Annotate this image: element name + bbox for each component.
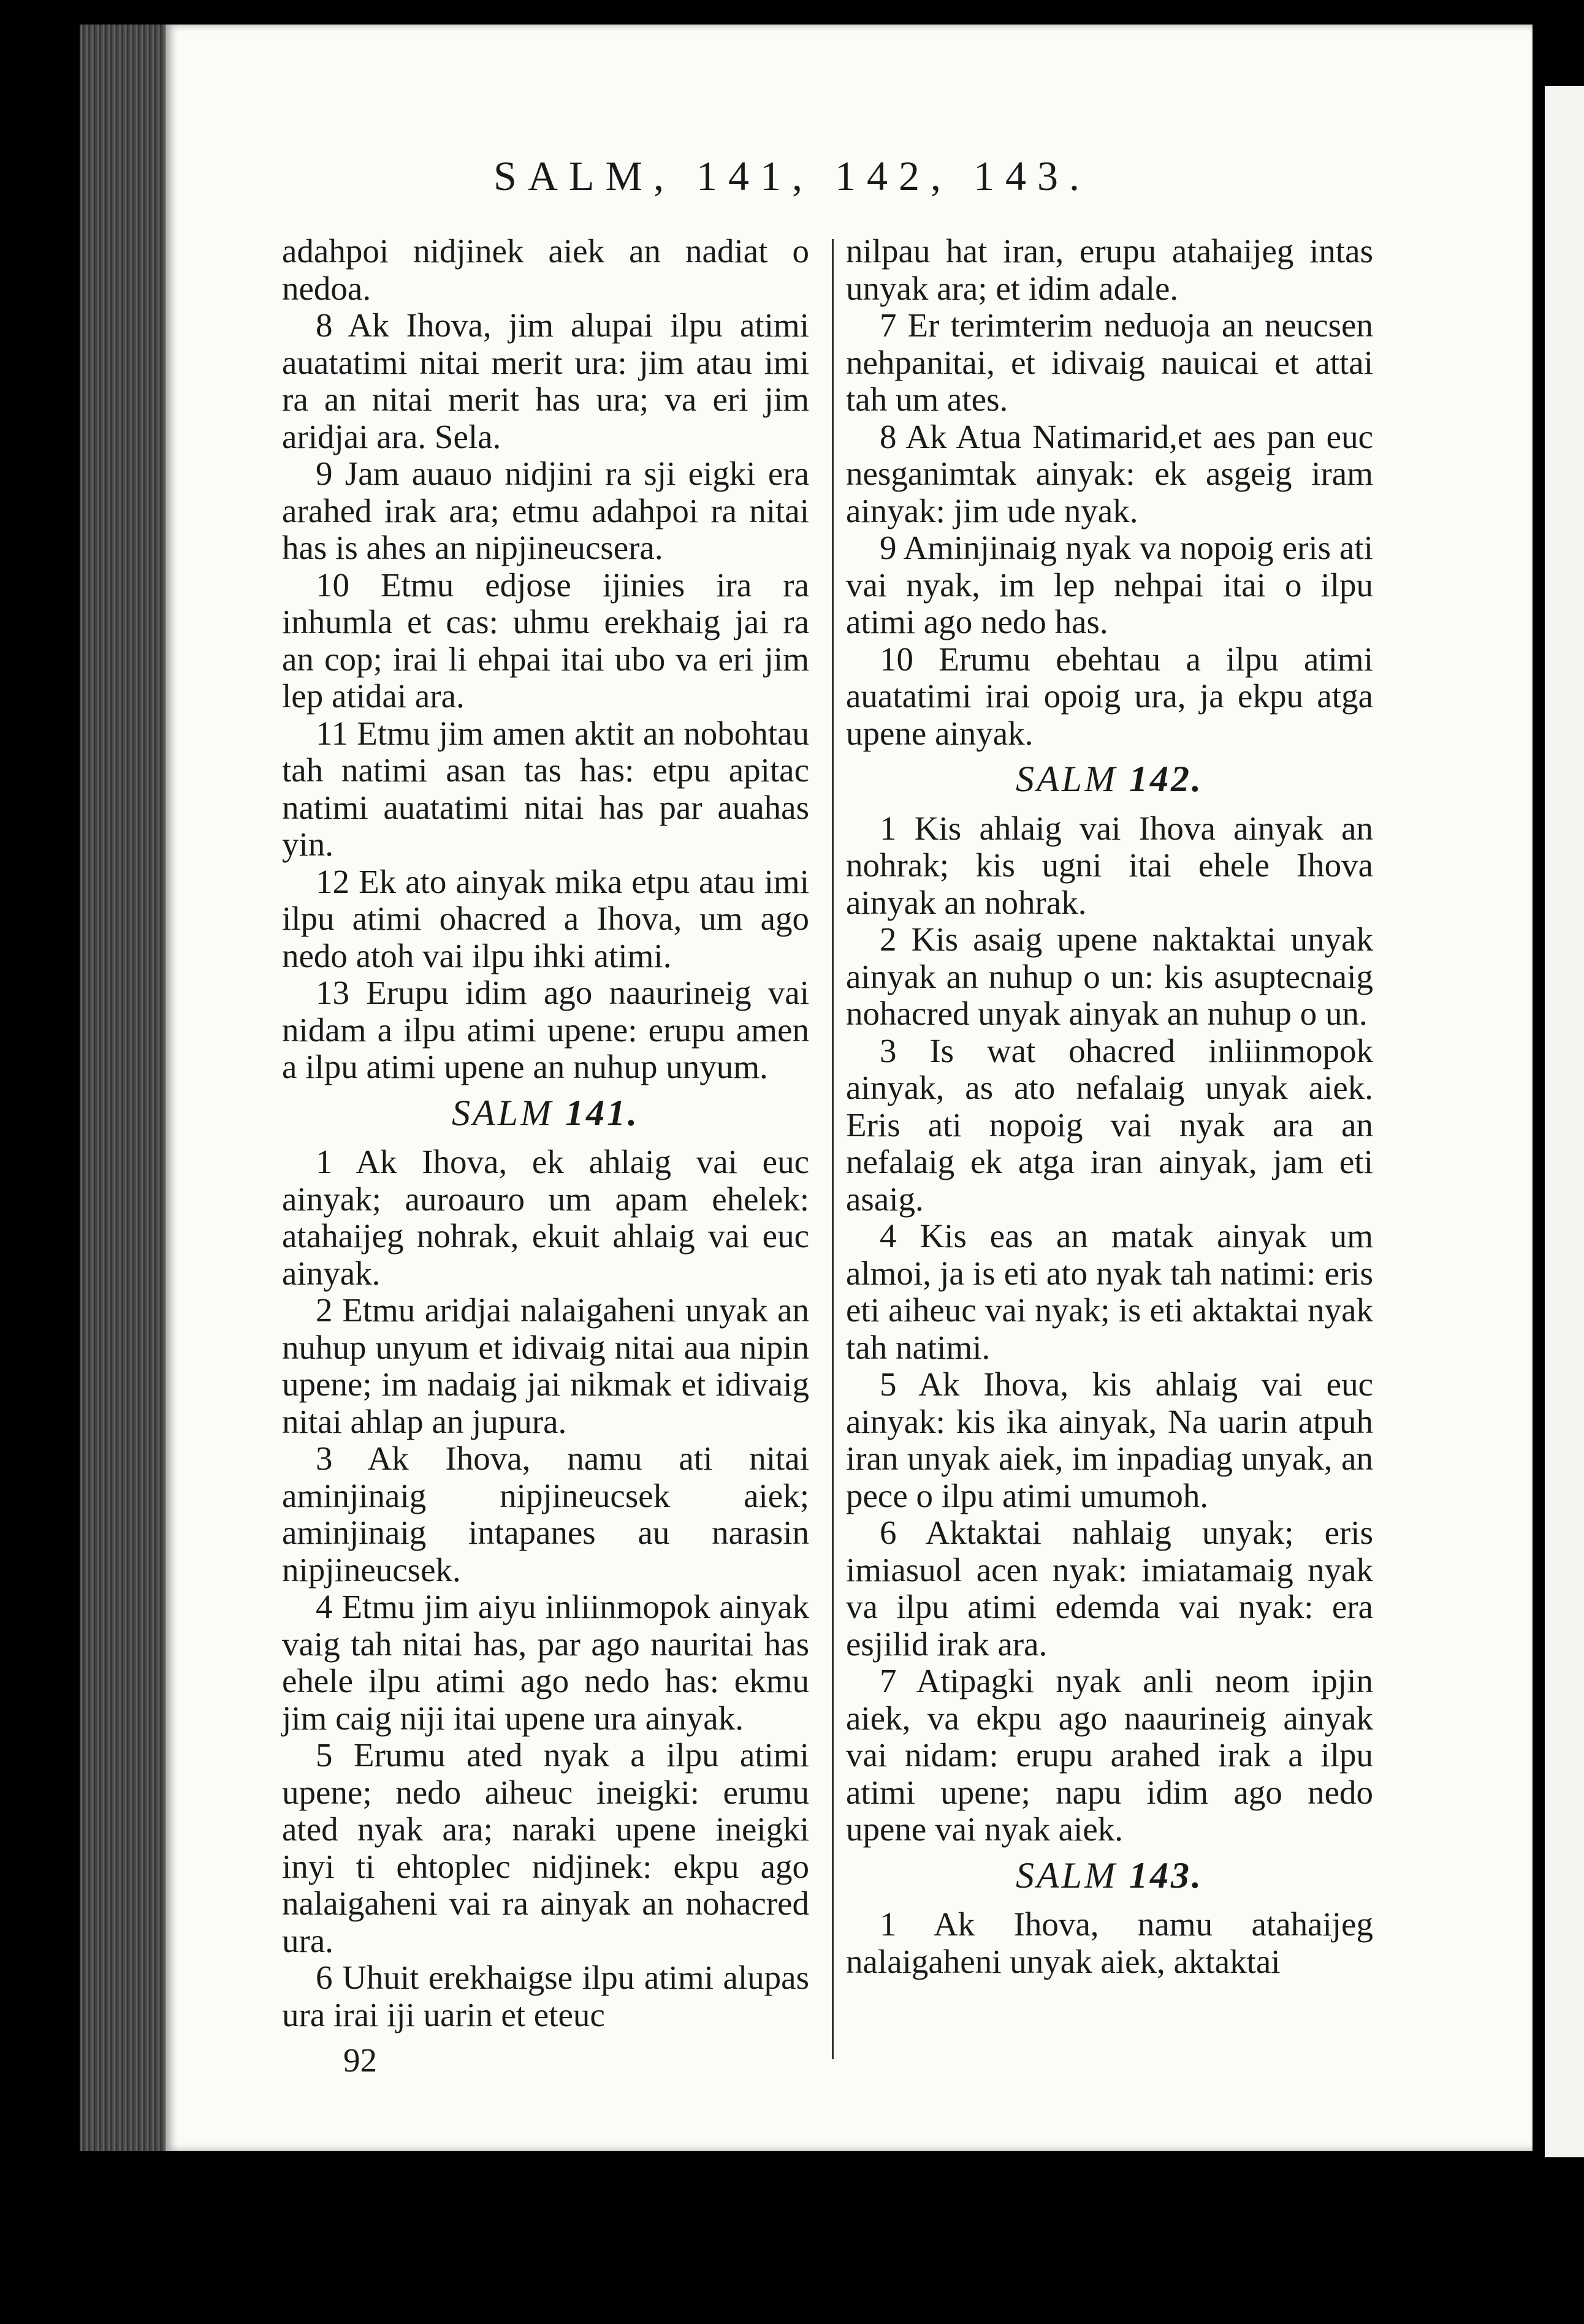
page-number: 92	[343, 2041, 377, 2079]
facing-page-edge	[1545, 86, 1584, 2157]
verse-paragraph: 9 Aminjinaig nyak va nopoig eris ati vai nyak, im lep nehpai itai o ilpu atimi ago nedo has.	[846, 529, 1373, 640]
psalm-heading-number: 143.	[1129, 1855, 1203, 1896]
verse-paragraph: 8 Ak Atua Natimarid,et aes pan euc nesganimtak ainyak: ek asgeig iram ainyak: jim ude nyak.	[846, 417, 1373, 530]
verse-paragraph: 5 Erumu ated nyak a ilpu atimi upene; nedo aiheuc ineigki: erumu ated nyak ara; naraki upene ineigki inyi ti ehtoplec nidjinek: ekpu ago nalaigaheni vai ra ainyak an nohacred ura.	[282, 1736, 809, 1959]
verse-paragraph: 4 Etmu jim aiyu inliinmopok ainyak vaig tah nitai has, par ago nauritai has ehele ilpu atimi ago nedo has: ekmu jim caig niji itai upene ura ainyak.	[282, 1588, 809, 1737]
psalm-heading-number: 142.	[1129, 759, 1203, 799]
psalm-heading-label: SALM	[1016, 1855, 1118, 1896]
right-column	[846, 233, 1373, 1980]
verse-paragraph: 1 Ak Ihova, namu atahaijeg nalaigaheni unyak aiek, aktaktai	[846, 1905, 1373, 1980]
running-head: SALM, 141, 142, 143.	[493, 153, 1091, 199]
psalm-heading	[846, 1857, 1373, 1894]
verse-paragraph: 3 Is wat ohacred inliinmopok ainyak, as ato nefalaig unyak aiek. Eris ati nopoig vai nyak ara an nefalaig ek atga iran ainyak, jam eti asaig.	[846, 1031, 1373, 1218]
left-column	[282, 233, 809, 2034]
verse-paragraph: 1 Kis ahlaig vai Ihova ainyak an nohrak; kis ugni itai ehele Ihova ainyak an nohrak.	[846, 809, 1373, 921]
verse-paragraph: 5 Ak Ihova, kis ahlaig vai euc ainyak: kis ika ainyak, Na uarin atpuh iran unyak aiek, im inpadiag unyak, an pece o ilpu atimi umumoh.	[846, 1365, 1373, 1514]
verse-paragraph: 11 Etmu jim amen aktit an nobohtau tah natimi asan tas has: etpu apitac natimi auatatimi nitai has par auahas yin.	[282, 714, 809, 863]
psalm-heading	[282, 1092, 809, 1133]
verse-paragraph: 2 Kis asaig upene naktaktai unyak ainyak an nuhup o un: kis asuptecnaig nohacred unyak ainyak an nuhup o un.	[846, 921, 1373, 1032]
verse-paragraph: 12 Ek ato ainyak mika etpu atau imi ilpu atimi ohacred a Ihova, um ago nedo atoh vai ilpu ihki atimi.	[282, 862, 809, 974]
verse-paragraph: nilpau hat iran, erupu atahaijeg intas unyak ara; et idim adale.	[846, 232, 1373, 307]
verse-paragraph: 6 Aktaktai nahlaig unyak; eris imiasuol acen nyak: imiatamaig nyak va ilpu atimi edemda vai nyak: era esjilid irak ara.	[846, 1514, 1373, 1663]
verse-paragraph: 10 Etmu edjose ijinies ira ra inhumla et cas: uhmu erekhaig jai ra an cop; irai li ehpai itai ubo va eri jim lep atidai ara.	[282, 566, 809, 715]
verse-paragraph: 2 Etmu aridjai nalaigaheni unyak an nuhup unyum et idivaig nitai aua nipin upene; im nadaig jai nikmak et idivaig nitai ahlap an jupura.	[282, 1291, 809, 1440]
verse-paragraph: 10 Erumu ebehtau a ilpu atimi auatatimi irai opoig ura, ja ekpu atga upene ainyak.	[846, 640, 1373, 752]
verse-paragraph: 13 Erupu idim ago naaurineig vai nidam a ilpu atimi upene: erupu amen a ilpu atimi upene an nuhup unyum.	[282, 974, 809, 1085]
book-page-edges	[80, 25, 178, 2151]
psalm-heading-label: SALM	[452, 1092, 554, 1133]
psalm-heading	[846, 761, 1373, 798]
verse-paragraph: adahpoi nidjinek aiek an nadiat o nedoa.	[282, 232, 809, 307]
verse-paragraph: 1 Ak Ihova, ek ahlaig vai euc ainyak; auroauro um apam ehelek: atahaijeg nohrak, ekuit ahlaig vai euc ainyak.	[282, 1143, 809, 1292]
verse-paragraph: 9 Jam auauo nidjini ra sji eigki era arahed irak ara; etmu adahpoi ra nitai has is ahes an nipjineucsera.	[282, 455, 809, 566]
verse-paragraph: 6 Uhuit erekhaigse ilpu atimi alupas ura irai iji uarin et eteuc	[282, 1959, 809, 2034]
verse-paragraph: 3 Ak Ihova, namu ati nitai aminjinaig nipjineucsek aiek; aminjinaig intapanes au narasin nipjineucsek.	[282, 1440, 809, 1589]
verse-paragraph: 4 Kis eas an matak ainyak um almoi, ja is eti ato nyak tah natimi: eris eti aiheuc vai nyak; is eti aktaktai nyak tah natimi.	[846, 1217, 1373, 1366]
psalm-heading-label: SALM	[1016, 759, 1118, 799]
verse-paragraph: 7 Er terimterim neduoja an neucsen nehpanitai, et idivaig nauicai et attai tah um ates.	[846, 306, 1373, 418]
column-divider	[832, 239, 834, 2059]
verse-paragraph: 7 Atipagki nyak anli neom ipjin aiek, va ekpu ago naaurineig ainyak vai nidam: erupu arahed irak a ilpu atimi upene; napu idim ago nedo upene vai nyak aiek.	[846, 1662, 1373, 1848]
verse-paragraph: 8 Ak Ihova, jim alupai ilpu atimi auatatimi nitai merit ura: jim atau imi ra an nitai merit has ura; va eri jim aridjai ara. Sela.	[282, 306, 809, 455]
psalm-heading-number: 141.	[565, 1092, 639, 1133]
